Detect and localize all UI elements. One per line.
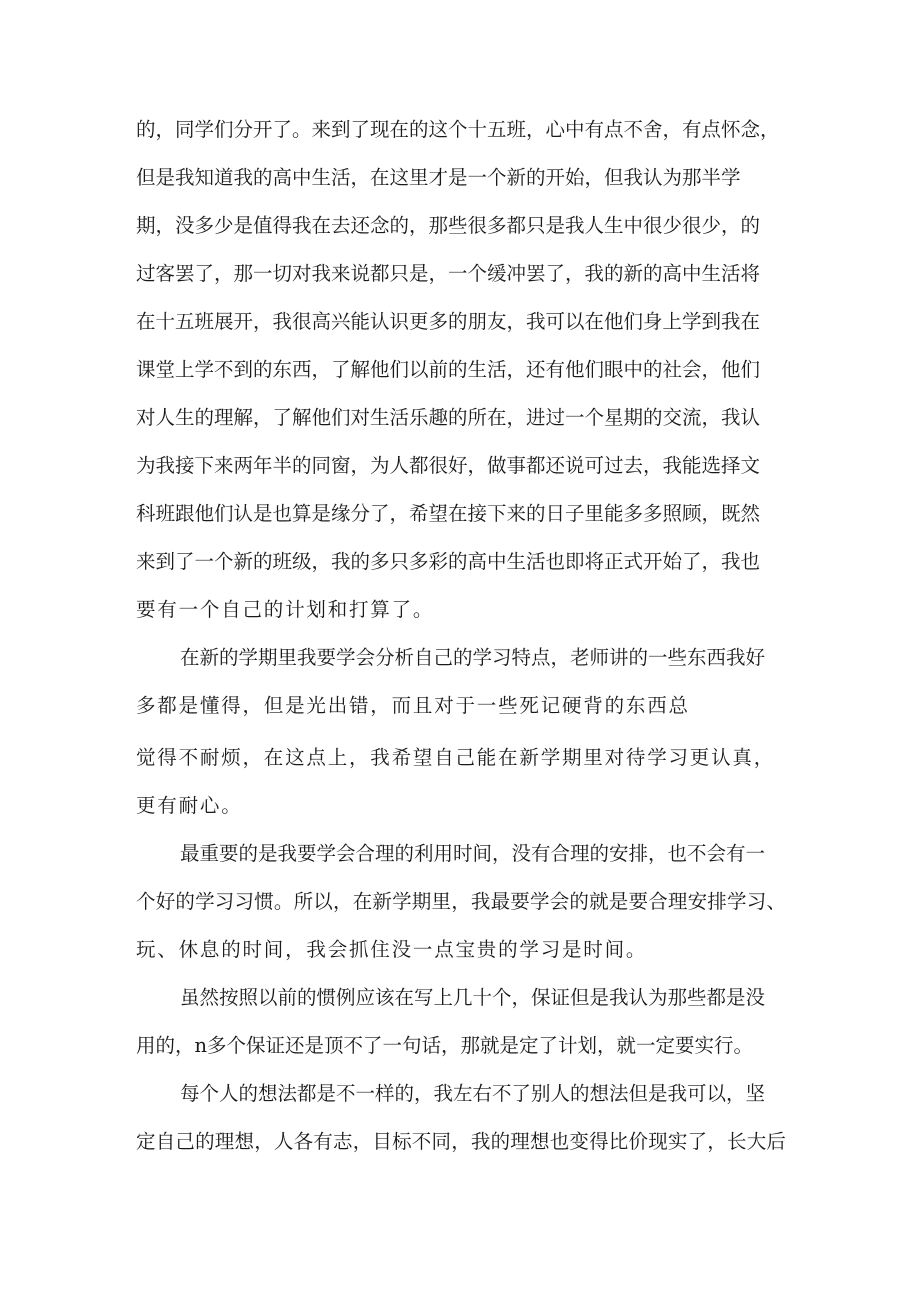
text-line: 多都是懂得，但是光出错，而且对于一些死记硬背的东西总 [136, 694, 690, 717]
text-line: 定自己的理想，人各有志，目标不同，我的理想也变得比价现实了，长大后 [136, 1130, 787, 1153]
text-line: 课堂上学不到的东西，了解他们以前的生活，还有他们眼中的社会，他们 [136, 358, 761, 381]
text-line: 但是我知道我的高中生活，在这里才是一个新的开始，但我认为那半学 [136, 166, 741, 189]
text-line: 每个人的想法都是不一样的，我左右不了别人的想法但是我可以，坚 [180, 1082, 766, 1105]
text-line: 为我接下来两年半的同窗，为人都很好，做事都还说可过去，我能选择文 [136, 454, 761, 477]
text-line: 来到了一个新的班级，我的多只多彩的高中生活也即将正式开始了，我也 [136, 550, 761, 573]
text-line: 过客罢了，那一切对我来说都只是，一个缓冲罢了，我的新的高中生活将 [136, 262, 761, 285]
text-line: 用的，n多个保证还是顶不了一句话，那就是定了计划，就一定要实行。 [136, 1034, 754, 1057]
text-line: 对人生的理解，了解他们对生活乐趣的所在，进过一个星期的交流，我认 [136, 406, 761, 429]
text-line: 个好的学习习惯。所以，在新学期里，我最要学会的就是要合理安排学习、 [136, 890, 787, 913]
text-line: 更有耐心。 [136, 794, 243, 817]
text-line: 的，同学们分开了。来到了现在的这个十五班，心中有点不舍，有点怀念， [136, 118, 780, 141]
text-line: 在十五班展开，我很高兴能认识更多的朋友，我可以在他们身上学到我在 [136, 310, 761, 333]
text-line: 玩、休息的时间，我会抓住没一点宝贵的学习是时间。 [136, 938, 648, 961]
text-line: 虽然按照以前的惯例应该在写上几十个，保证但是我认为那些都是没 [180, 986, 766, 1009]
text-line: 期，没多少是值得我在去还念的，那些很多都只是我人生中很少很少，的 [136, 214, 761, 237]
text-line: 最重要的是我要学会合理的利用时间，没有合理的安排，也不会有一 [180, 842, 766, 865]
text-line: 在新的学期里我要学会分析自己的学习特点，老师讲的一些东西我好 [180, 646, 766, 669]
text-line: 科班跟他们认是也算是缘分了，希望在接下来的日子里能多多照顾，既然 [136, 502, 761, 525]
text-line: 觉得不耐烦，在这点上，我希望自己能在新学期里对待学习更认真， [136, 746, 776, 769]
text-line: 要有一个自己的计划和打算了。 [136, 598, 435, 621]
